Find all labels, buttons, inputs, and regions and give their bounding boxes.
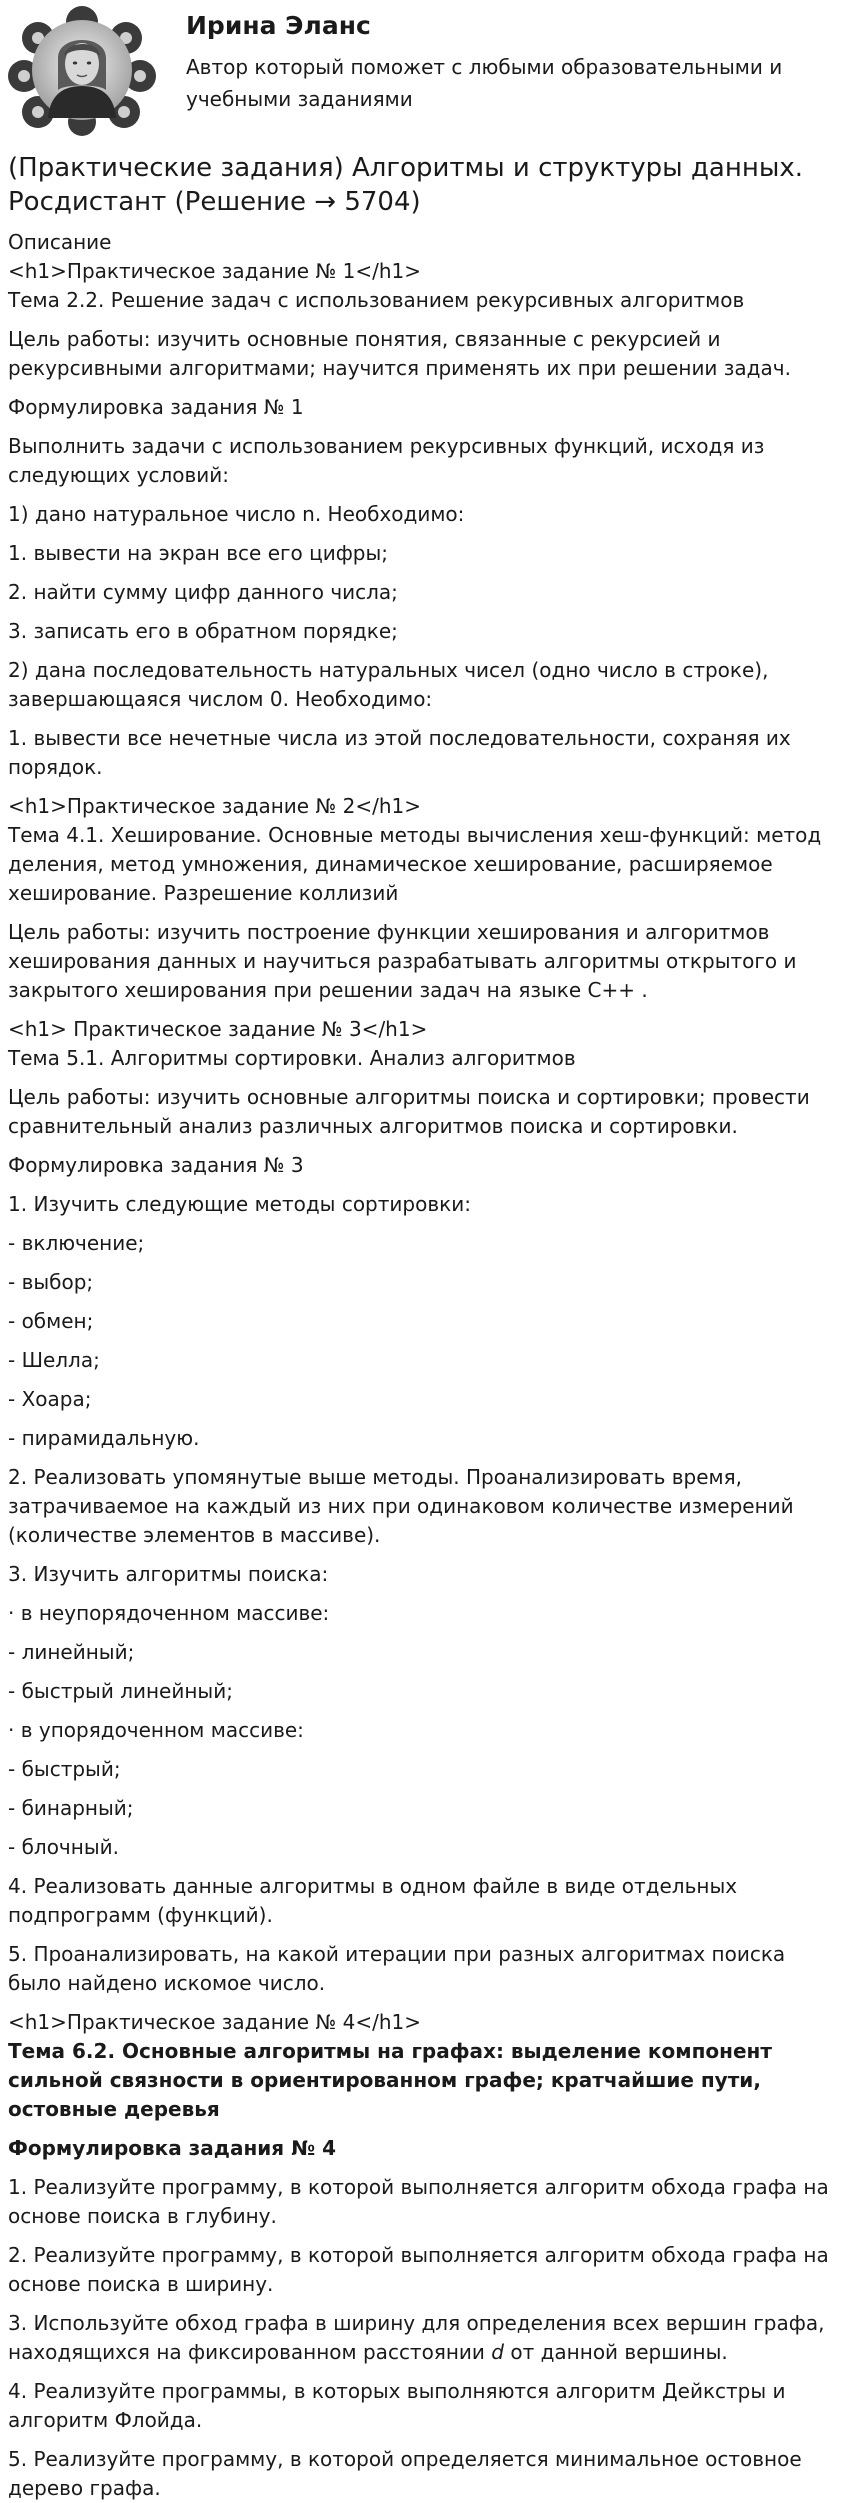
description-paragraph: - Хоара; [8, 1386, 92, 1411]
description-paragraph: · в неупорядоченном массиве: [8, 1600, 330, 1625]
page-title: (Практические задания) Алгоритмы и структуры данных. Росдистант (Решение → 5704) [8, 153, 804, 217]
author-description: Автор который поможет с любыми образовательными и учебными заданиями [186, 54, 783, 111]
description-paragraph: - быстрый линейный; [8, 1678, 233, 1703]
description-paragraph: Тема 4.1. Хеширование. Основные методы вычисления хеш-функций: метод деления, метод умножения, динамическое хеширование, расширяемое хеширование. Разрешение коллизий [8, 822, 822, 905]
description-paragraph: Цель работы: изучить построение функции хеширования и алгоритмов хеширования данных и научиться разрабатывать алгоритмы открытого и закрытого хеширования при решении задач на языке C++ . [8, 919, 797, 1002]
description-paragraph: - бинарный; [8, 1795, 134, 1820]
description-label: Описание [8, 229, 112, 254]
description-paragraph: 3. записать его в обратном порядке; [8, 618, 398, 643]
description-paragraph: Формулировка задания № 4 [8, 2135, 337, 2160]
heading-tag-text: <h1>Практическое задание № 4</h1> [8, 2009, 421, 2034]
description-paragraph: - выбор; [8, 1269, 94, 1294]
description-paragraph: 1. Изучить следующие методы сортировки: [8, 1191, 471, 1216]
description-paragraph: Формулировка задания № 3 [8, 1152, 304, 1177]
description-paragraph [8, 2309, 841, 2367]
description-paragraph: Тема 5.1. Алгоритмы сортировки. Анализ алгоритмов [8, 1045, 576, 1070]
avatar-frame-icon [8, 6, 156, 136]
description-paragraph: - обмен; [8, 1308, 94, 1333]
description-paragraph: · в упорядоченном массиве: [8, 1717, 304, 1742]
paragraph-text: 3. Используйте обход графа в ширину для определения всех вершин графа, находящихся на фиксированном расстоянии [8, 2310, 825, 2364]
description-paragraph: Цель работы: изучить основные понятия, связанные с рекурсией и рекурсивными алгоритмами; научится применять их при решении задач. [8, 326, 791, 380]
description-paragraph: 1. Реализуйте программу, в которой выполняется алгоритм обхода графа на основе поиска в глубину. [8, 2174, 829, 2228]
paragraph-text: от данной вершины. [503, 2339, 728, 2364]
description-paragraph: 2) дана последовательность натуральных чисел (одно число в строке), завершающаяся числом 0. Необходимо: [8, 657, 769, 711]
description-paragraph: 3. Изучить алгоритмы поиска: [8, 1561, 329, 1586]
author-name[interactable]: Ирина Эланс [186, 11, 371, 40]
description-paragraph: 4. Реализуйте программы, в которых выполняются алгоритм Дейкстры и алгоритм Флойда. [8, 2378, 786, 2432]
paragraph-variable: d [491, 2339, 504, 2364]
description-paragraph: - блочный. [8, 1834, 119, 1859]
author-avatar[interactable] [8, 6, 156, 136]
description-paragraph: 1. вывести все нечетные числа из этой последовательности, сохраняя их порядок. [8, 725, 791, 779]
author-card [8, 6, 841, 144]
description-paragraph: Формулировка задания № 1 [8, 394, 304, 419]
description-paragraph: - линейный; [8, 1639, 135, 1664]
description-paragraph: 2. найти сумму цифр данного числа; [8, 579, 398, 604]
description-paragraph: - Шелла; [8, 1347, 100, 1372]
description-paragraph: Цель работы: изучить основные алгоритмы поиска и сортировки; провести сравнительный анализ различных алгоритмов поиска и сортировки. [8, 1084, 810, 1138]
author-info [186, 6, 826, 115]
description-paragraph: - пирамидальную. [8, 1425, 200, 1450]
heading-tag-text: <h1> Практическое задание № 3</h1> [8, 1016, 428, 1041]
description-paragraph: Выполнить задачи с использованием рекурсивных функций, исходя из следующих условий: [8, 433, 765, 487]
description-paragraph: 2. Реализуйте программу, в которой выполняется алгоритм обхода графа на основе поиска в ширину. [8, 2242, 829, 2296]
description-paragraph: - быстрый; [8, 1756, 121, 1781]
heading-tag-text: <h1>Практическое задание № 2</h1> [8, 793, 421, 818]
description-paragraph: 1) дано натуральное число n. Необходимо: [8, 501, 465, 526]
description-body [8, 257, 841, 2503]
description-paragraph: Тема 2.2. Решение задач с использованием рекурсивных алгоритмов [8, 287, 745, 312]
description-paragraph: - включение; [8, 1230, 145, 1255]
description-paragraph: 5. Реализуйте программу, в которой определяется минимальное остовное дерево графа. [8, 2446, 802, 2500]
description-paragraph: 2. Реализовать упомянутые выше методы. Проанализировать время, затрачиваемое на каждый из них при одинаковом количестве измерений (количестве элементов в массиве). [8, 1464, 794, 1547]
description-paragraph: Тема 6.2. Основные алгоритмы на графах: выделение компонент сильной связности в ориентированном графе; кратчайшие пути, остовные деревья [8, 2038, 772, 2121]
heading-tag-text: <h1>Практическое задание № 1</h1> [8, 258, 421, 283]
description-paragraph: 5. Проанализировать, на какой итерации при разных алгоритмах поиска было найдено искомое число. [8, 1941, 786, 1995]
description-paragraph: 1. вывести на экран все его цифры; [8, 540, 389, 565]
description-paragraph: 4. Реализовать данные алгоритмы в одном файле в виде отдельных подпрограмм (функций). [8, 1873, 738, 1927]
